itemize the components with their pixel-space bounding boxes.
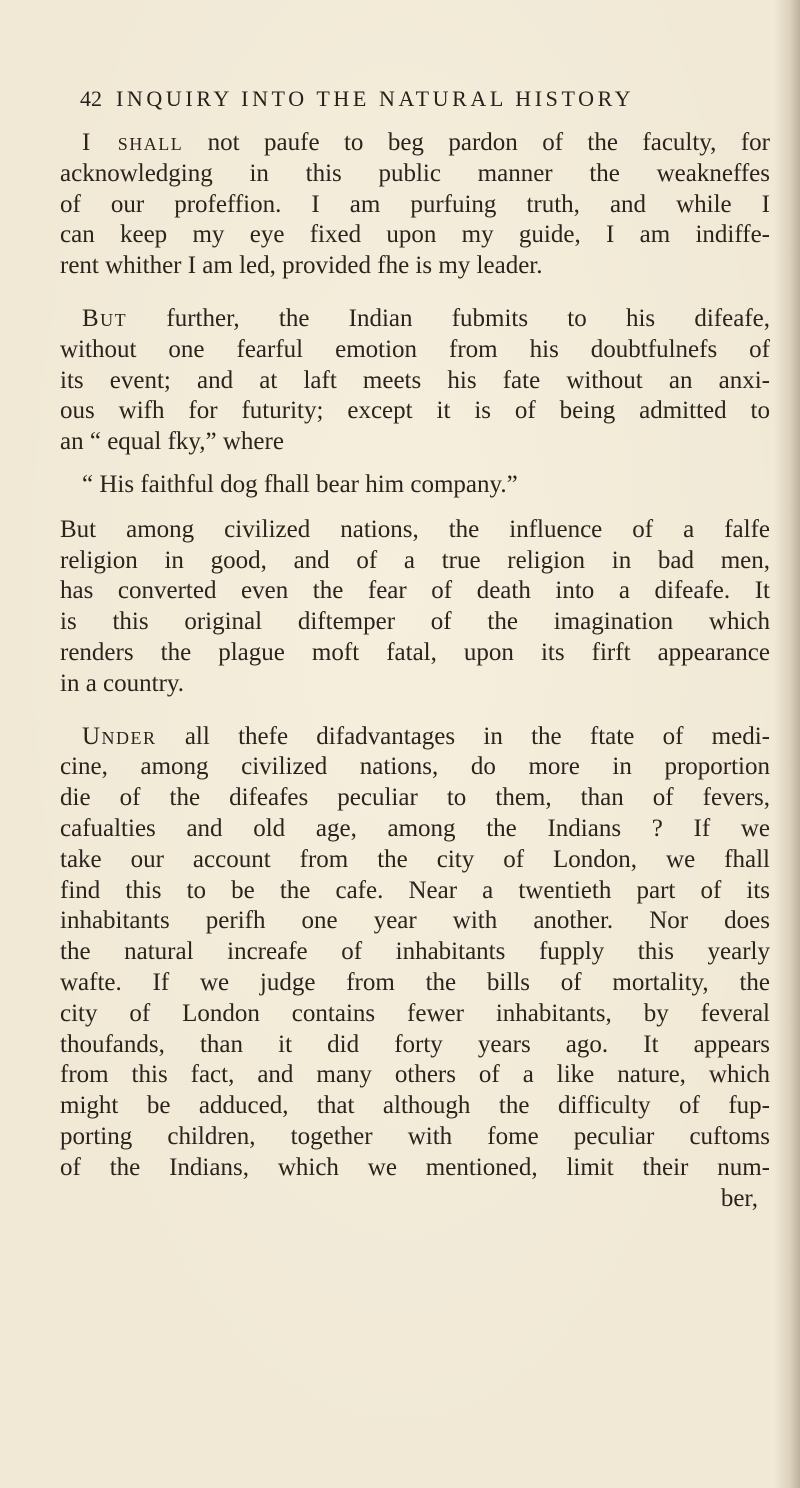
text-line: porting children, together with fome peculiar cuftoms [60,1122,770,1150]
text-line: without one fearful emotion from his doubtfulnefs of [60,335,770,363]
text-line: ous wifh for futurity; except it is of being admitted to [60,397,770,425]
text-line: But among civilized nations, the influence of a falfe [60,515,770,543]
text-line: can keep my eye fixed upon my guide, I am indiffe- [60,221,770,249]
paragraph-3 [60,515,770,700]
text-line: of the Indians, which we mentioned, limit their num- [60,1153,770,1181]
text-line: inhabitants perifh one year with another. Nor does [60,907,770,935]
text-line: find this to be the cafe. Near a twentieth part of its [60,876,770,904]
catchword-block [60,1184,770,1215]
text-line: die of the difeafes peculiar to them, than of fevers, [60,784,770,812]
text-line: might be adduced, that although the difficulty of fup- [60,1092,770,1120]
text-line: take our account from the city of London, we fhall [60,845,770,873]
text-line: wafte. If we judge from the bills of mortality, the [60,968,770,996]
text-line: has converted even the fear of death into a difeafe. It [60,577,770,605]
text-line: acknowledging in this public manner the weakneffes [60,159,770,187]
text-line: Under all thefe difadvantages in the ftate of medi- [82,722,770,750]
text-line: I shall not paufe to beg pardon of the faculty, for [82,129,770,156]
text-line: But further, the Indian fubmits to his difeafe, [82,304,770,332]
text-line: an “ equal fky,” where [60,428,284,456]
text-line: cafualties and old age, among the Indians ? If we [60,814,770,842]
catchword: ber, [720,1184,758,1212]
paragraph-lead: I shall [82,129,184,156]
text-line: from this fact, and many others of a like nature, which [60,1061,770,1089]
text-line: is this original diftemper of the imagination which [60,608,770,636]
paragraph-1 [60,128,770,282]
quote-line: “ His faithful dog fhall bear him company.” [82,470,518,498]
text-line: its event; and at laft meets his fate without an anxi- [60,366,770,394]
running-head [80,86,780,112]
paragraph-lead: Under [82,722,157,750]
text-line: religion in good, and of a true religion in bad men, [60,546,770,574]
text-line: rent whither I am led, provided fhe is my leader. [60,252,543,280]
text-line: thoufands, than it did forty years ago. It appears [60,1030,770,1058]
page-number: 42 [80,86,102,111]
text-line: in a country. [60,669,185,697]
page-edge-shadow [774,0,800,1488]
running-title: INQUIRY INTO THE NATURAL HISTORY [116,86,635,111]
text-line: city of London contains fewer inhabitants, by feveral [60,999,770,1027]
text-line: the natural increafe of inhabitants fupply this yearly [60,938,770,966]
paragraph-2 [60,304,770,458]
text-line: renders the plague moft fatal, upon its firft appearance [60,638,770,666]
paragraph-4 [60,722,770,1184]
body-text [60,128,770,1214]
text-line: cine, among civilized nations, do more in proportion [60,753,770,781]
text-line: of our profeffion. I am purfuing truth, and while I [60,190,770,218]
verse-quote [60,470,770,501]
paragraph-lead: But [82,304,128,332]
